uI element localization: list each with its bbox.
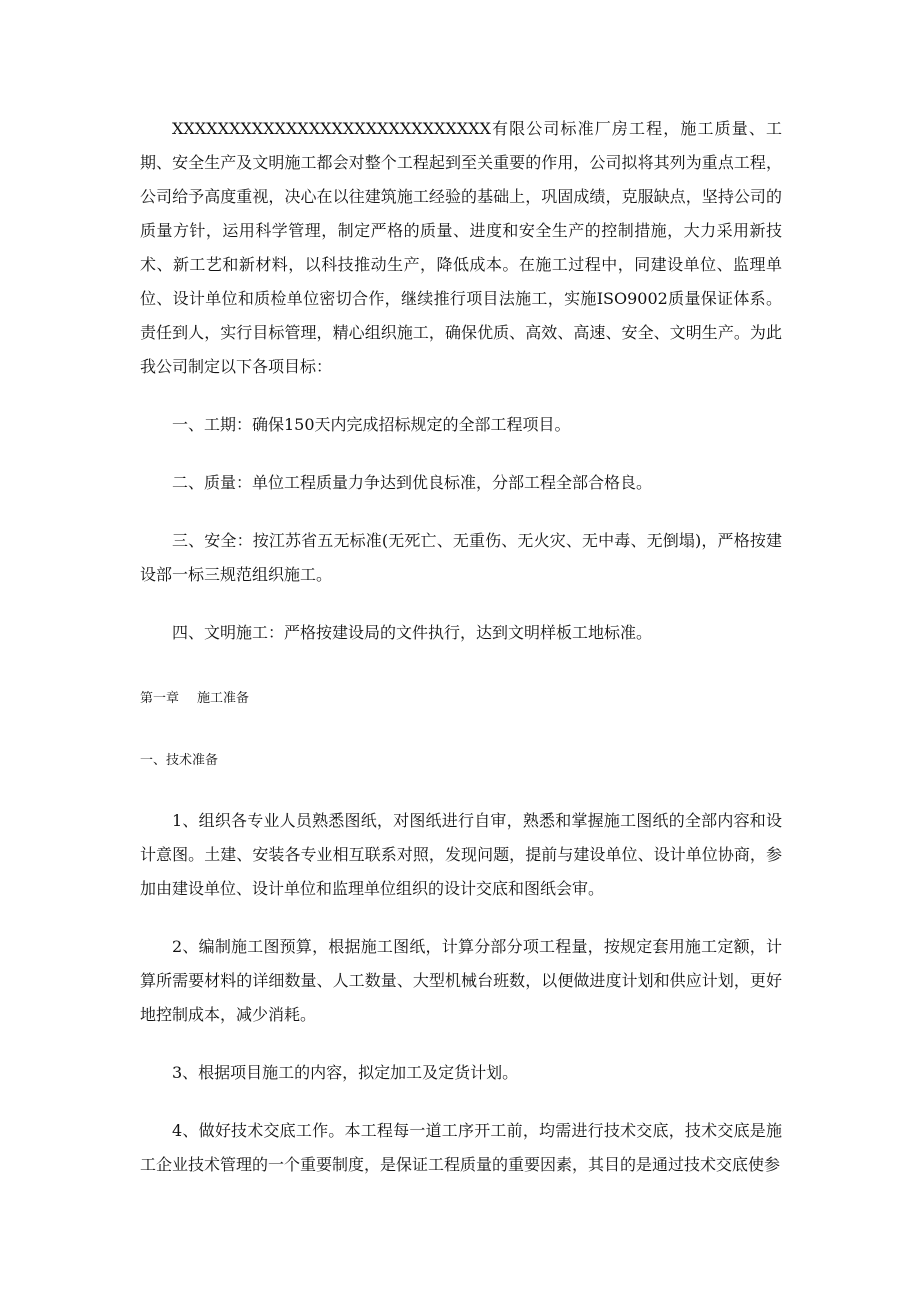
section-heading: 一、技术准备: [140, 753, 219, 768]
intro-paragraph: XXXXXXXXXXXXXXXXXXXXXXXXXXXX有限公司标准厂房工程，施工质量、工期、安全生产及文明施工都会对整个工程起到至关重要的作用，公司拟将其列为重点工程，公司给予高度重视，决心在以往建筑施工经验的基础上，巩固成绩，克服缺点，坚持公司的质量方针，运用科学管理，制定严格的质量、进度和安全生产的控制措施，大力采用新技术、新工艺和新材料，以科技推动生产，降低成本。在施工过程中，同建设单位、监理单位、设计单位和质检单位密切合作，继续推行项目法施工，实施ISO9002质量保证体系。责任到人，实行目标管理，精心组织施工，确保优质、高效、高速、安全、文明生产。为此我公司制定以下各项目标：: [140, 119, 782, 376]
list-item: 1、组织各专业人员熟悉图纸，对图纸进行自审，熟悉和掌握施工图纸的全部内容和设计意图。土建、安装各专业相互联系对照，发现问题，提前与建设单位、设计单位协商，参加由建设单位、设计单位和监理单位组织的设计交底和图纸会审。: [140, 811, 782, 898]
document-page: [140, 112, 782, 1182]
goal-civilized-construction: 四、文明施工：严格按建设局的文件执行，达到文明样板工地标准。: [172, 623, 653, 642]
list-item: 2、编制施工图预算，根据施工图纸，计算分部分项工程量，按规定套用施工定额，计算所需要材料的详细数量、人工数量、大型机械台班数，以便做进度计划和供应计划，更好地控制成本，减少消耗。: [140, 937, 782, 1024]
goal-schedule: 一、工期：确保150天内完成招标规定的全部工程项目。: [172, 415, 571, 434]
chapter-number: 第一章: [140, 691, 180, 706]
chapter-title: 施工准备: [197, 691, 250, 706]
list-item: 4、做好技术交底工作。本工程每一道工序开工前，均需进行技术交底，技术交底是施工企业技术管理的一个重要制度，是保证工程质量的重要因素，其目的是通过技术交底使参: [140, 1121, 782, 1174]
chapter-heading: [140, 688, 782, 710]
goal-quality: 二、质量：单位工程质量力争达到优良标准，分部工程全部合格良。: [172, 473, 653, 492]
goal-safety: 三、安全：按江苏省五无标准(无死亡、无重伤、无火灾、无中毒、无倒塌)，严格按建设部一标三规范组织施工。: [140, 531, 782, 584]
list-item: 3、根据项目施工的内容，拟定加工及定货计划。: [172, 1063, 519, 1082]
